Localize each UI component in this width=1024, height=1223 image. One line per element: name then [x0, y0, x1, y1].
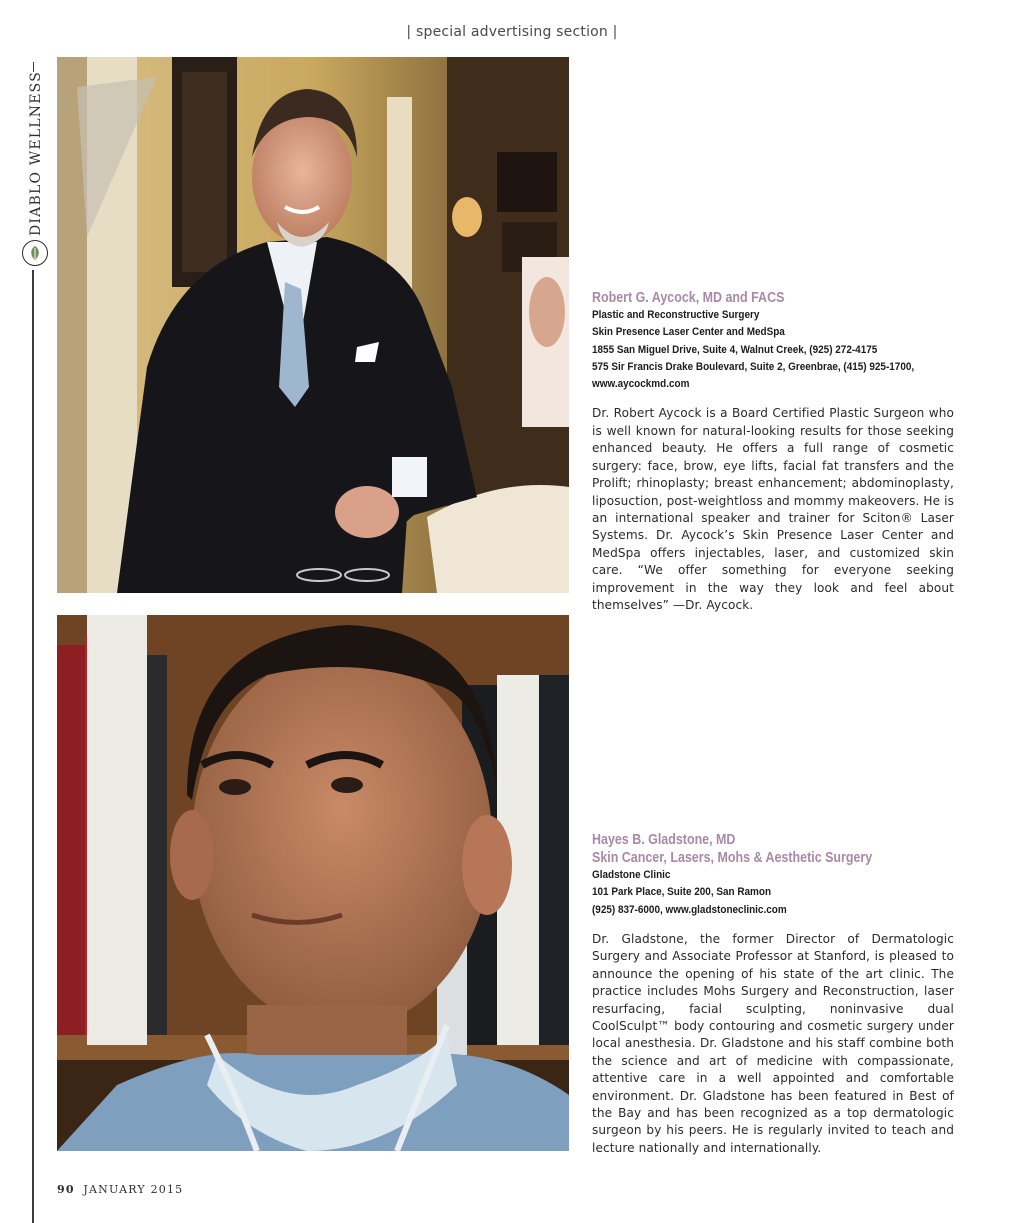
- issue-date: JANUARY 2015: [83, 1183, 184, 1196]
- practice-info-line: 1855 San Miguel Drive, Suite 4, Walnut Creek, (925) 272-4175: [592, 343, 878, 356]
- sidebar-rule: [32, 270, 34, 1223]
- practice-info-line: 575 Sir Francis Drake Boulevard, Suite 2, Greenbrae, (415) 925-1700,: [592, 360, 915, 373]
- profile-body: Dr. Robert Aycock is a Board Certified Plastic Surgeon who is well known for natural-looking results for those seeking enhanced beauty. He offers a full range of cosmetic surgery: face, brow, eye lifts, facial fat transfers and the Prolift; rhinoplasty; breast enhancement; abdominoplasty, liposuction, post-weightloss and mommy makeovers. He is an international speaker and trainer for Sciton® Laser Systems. Dr. Aycock’s Skin Presence Laser Center and MedSpa offers injectables, laser, and customized skin care. “We offer something for everyone seeking improvement in the way they look and feel about themselves” —Dr. Aycock.: [592, 406, 954, 612]
- practice-info-line: 101 Park Place, Suite 200, San Ramon: [592, 886, 772, 899]
- page-footer: [57, 1183, 183, 1196]
- aycock-profile: [592, 289, 954, 614]
- page-number: 90: [57, 1183, 75, 1196]
- gladstone-portrait-photo: [57, 615, 569, 1151]
- section-label: | special advertising section |: [406, 24, 618, 40]
- doctor-specialty: Skin Cancer, Lasers, Mohs & Aesthetic Surgery: [592, 850, 873, 866]
- gladstone-profile: [592, 831, 954, 1157]
- practice-info-line: Skin Presence Laser Center and MedSpa: [592, 326, 785, 339]
- practice-website: www.aycockmd.com: [592, 378, 690, 391]
- practice-info-line: Gladstone Clinic: [592, 869, 671, 881]
- aycock-portrait-photo: [57, 57, 569, 593]
- running-title: DIABLO WELLNESS: [28, 71, 44, 236]
- practice-info-line: Plastic and Reconstructive Surgery: [592, 309, 760, 321]
- doctor-name: Hayes B. Gladstone, MD: [592, 832, 736, 848]
- profile-body: Dr. Gladstone, the former Director of Dermatologic Surgery and Associate Professor at Stanford, is pleased to announce the opening of his state of the art clinic. The practice includes Mohs Surgery and Reconstruction, laser resurfacing, facial sculpting, noninvasive dual CoolSculpt™ body contouring and cosmetic surgery under local anesthesia. Dr. Gladstone and his staff combine both the science and art of medicine with compassionate, attentive care in a well appointed and comfortable environment. Dr. Gladstone has been featured in Best of the Bay and has been recognized as a top dermatologic surgeon by his peers. He is regularly invited to teach and lecture nationally and internationally.: [592, 931, 954, 1155]
- doctor-name: Robert G. Aycock, MD and FACS: [592, 290, 785, 306]
- magazine-logo-icon: [22, 240, 48, 266]
- practice-info-line: (925) 837-6000, www.gladstoneclinic.com: [592, 903, 787, 916]
